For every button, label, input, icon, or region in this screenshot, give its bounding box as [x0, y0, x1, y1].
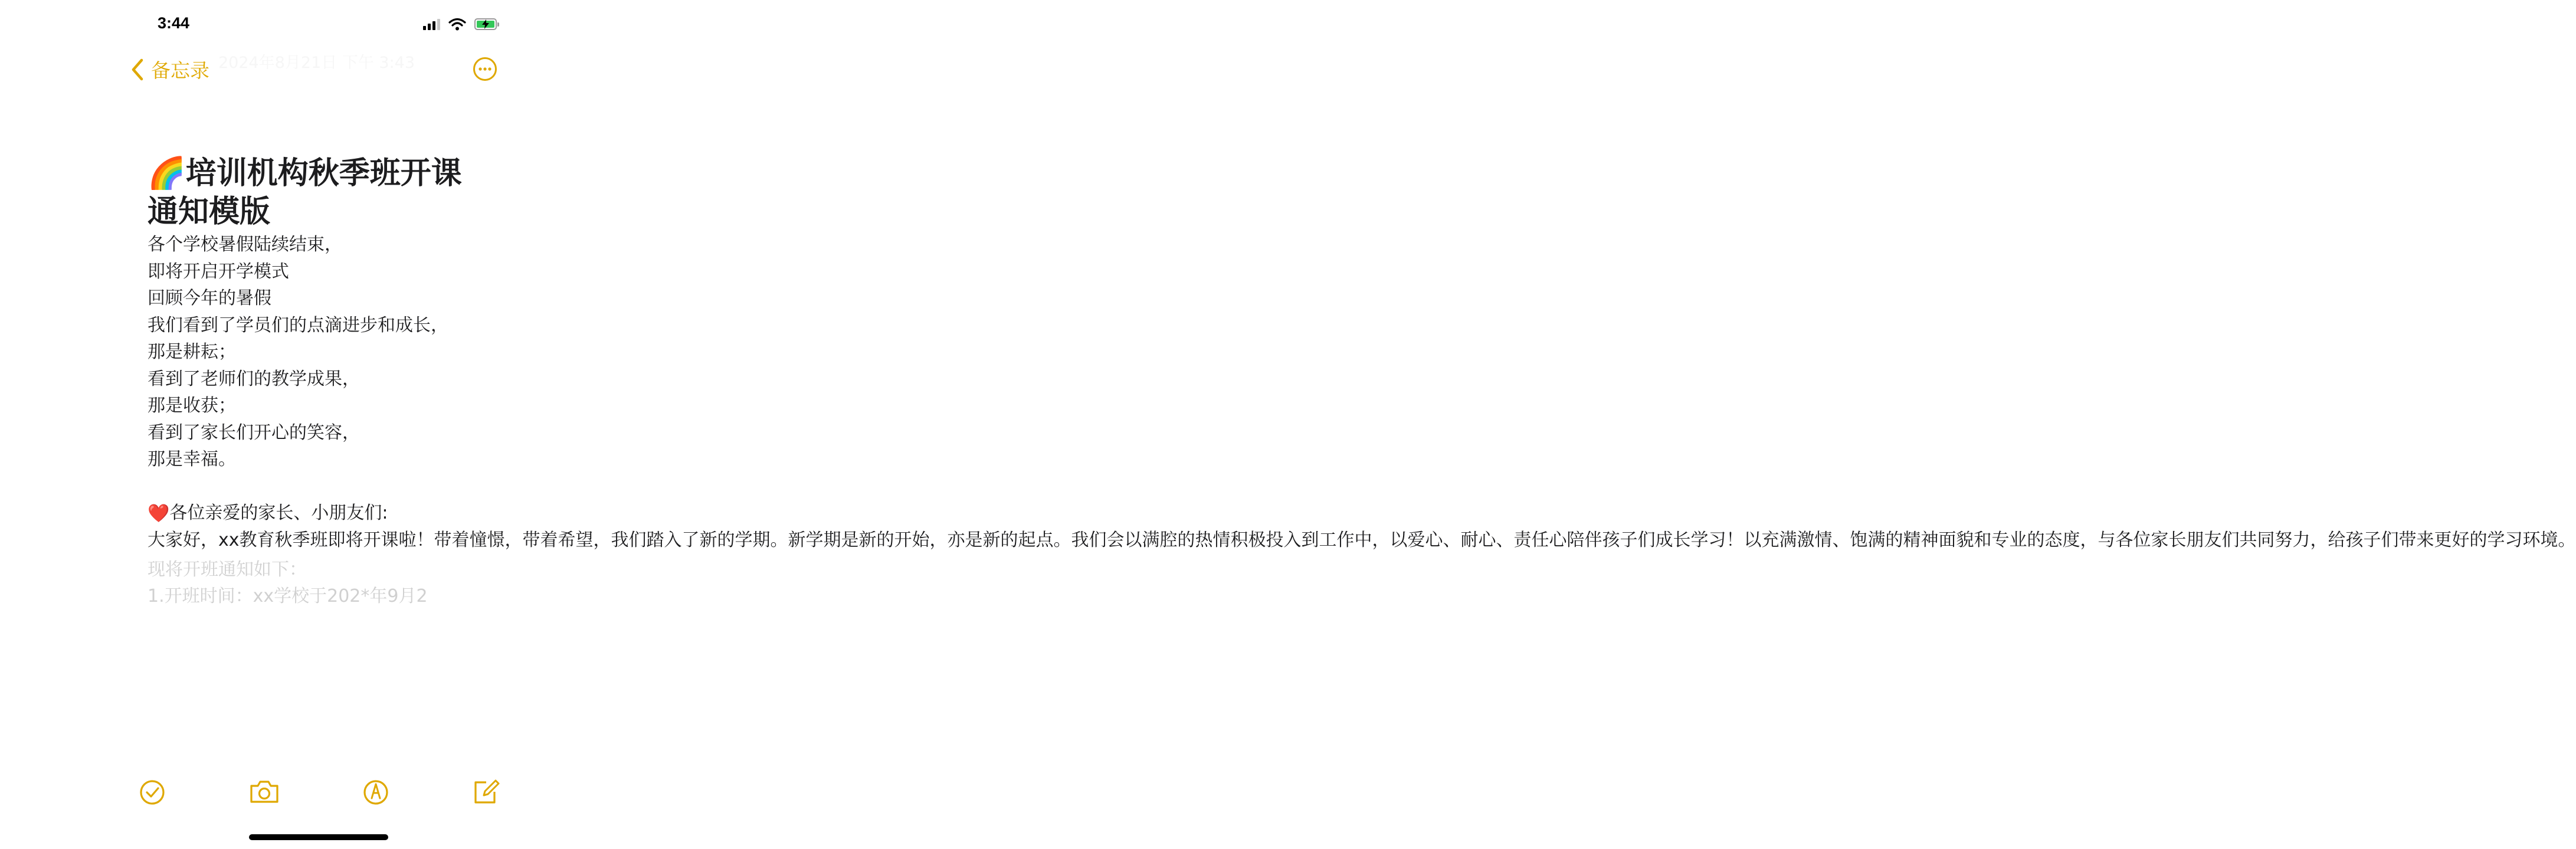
camera-icon[interactable]	[248, 776, 280, 806]
faded-line: 现将开班通知如下：	[148, 559, 307, 580]
main-paragraph: 大家好，xx教育秋季班即将开课啦！带着憧憬，带着希望，我们踏入了新的学期。新学期是新的开始，亦是新的起点。我们会以满腔的热情积极投入到工作中，以爱心、耐心、责任心陪伴孩子们成长学习！以充满激情、饱满的精神面貌和专业的态度，与各位家长朋友们共同努力，给孩子们带来更好的学习环境。	[148, 530, 2576, 551]
markup-icon[interactable]	[362, 776, 391, 806]
bottom-toolbar	[0, 776, 637, 809]
note-content[interactable]	[148, 155, 2576, 610]
intro-line: 即将开启开学模式	[148, 261, 289, 282]
greeting-text: 各位亲爱的家长、小朋友们:	[169, 503, 388, 523]
cellular-signal-icon	[423, 18, 440, 30]
more-options-icon[interactable]	[473, 57, 497, 81]
back-button[interactable]	[130, 55, 209, 83]
status-time: 3:44	[158, 14, 190, 32]
note-body	[148, 231, 2576, 610]
intro-line: 看到了老师们的教学成果，	[148, 368, 360, 389]
intro-line: 那是耕耘；	[148, 342, 236, 362]
faded-line: 1.开班时间：xx学校于202*年9月2	[148, 586, 428, 607]
wifi-icon	[448, 18, 466, 31]
greeting-line	[148, 500, 490, 527]
intro-line: 那是幸福。	[148, 449, 236, 470]
chevron-left-icon	[130, 58, 145, 81]
faded-date: 2024年8月21日 下午 3:43	[218, 54, 415, 72]
nav-bar	[0, 50, 637, 91]
intro-line: 那是收获；	[148, 395, 236, 416]
status-bar	[0, 0, 637, 50]
status-icons	[423, 18, 497, 31]
compose-icon[interactable]	[471, 776, 500, 806]
heart-icon: ❤️	[148, 503, 170, 524]
home-indicator	[249, 834, 388, 840]
intro-line: 各个学校暑假陆续结束，	[148, 234, 342, 255]
back-label: 备忘录	[151, 59, 209, 82]
note-title-line-1: 🌈培训机构秋季班开课	[148, 156, 462, 191]
intro-line: 看到了家长们开心的笑容，	[148, 422, 360, 443]
note-title-line-2: 通知模版	[148, 194, 271, 230]
checklist-icon[interactable]	[139, 776, 168, 806]
battery-icon	[474, 18, 497, 30]
intro-line: 回顾今年的暑假	[148, 288, 271, 309]
intro-line: 我们看到了学员们的点滴进步和成长，	[148, 314, 448, 336]
note-title	[148, 155, 490, 231]
